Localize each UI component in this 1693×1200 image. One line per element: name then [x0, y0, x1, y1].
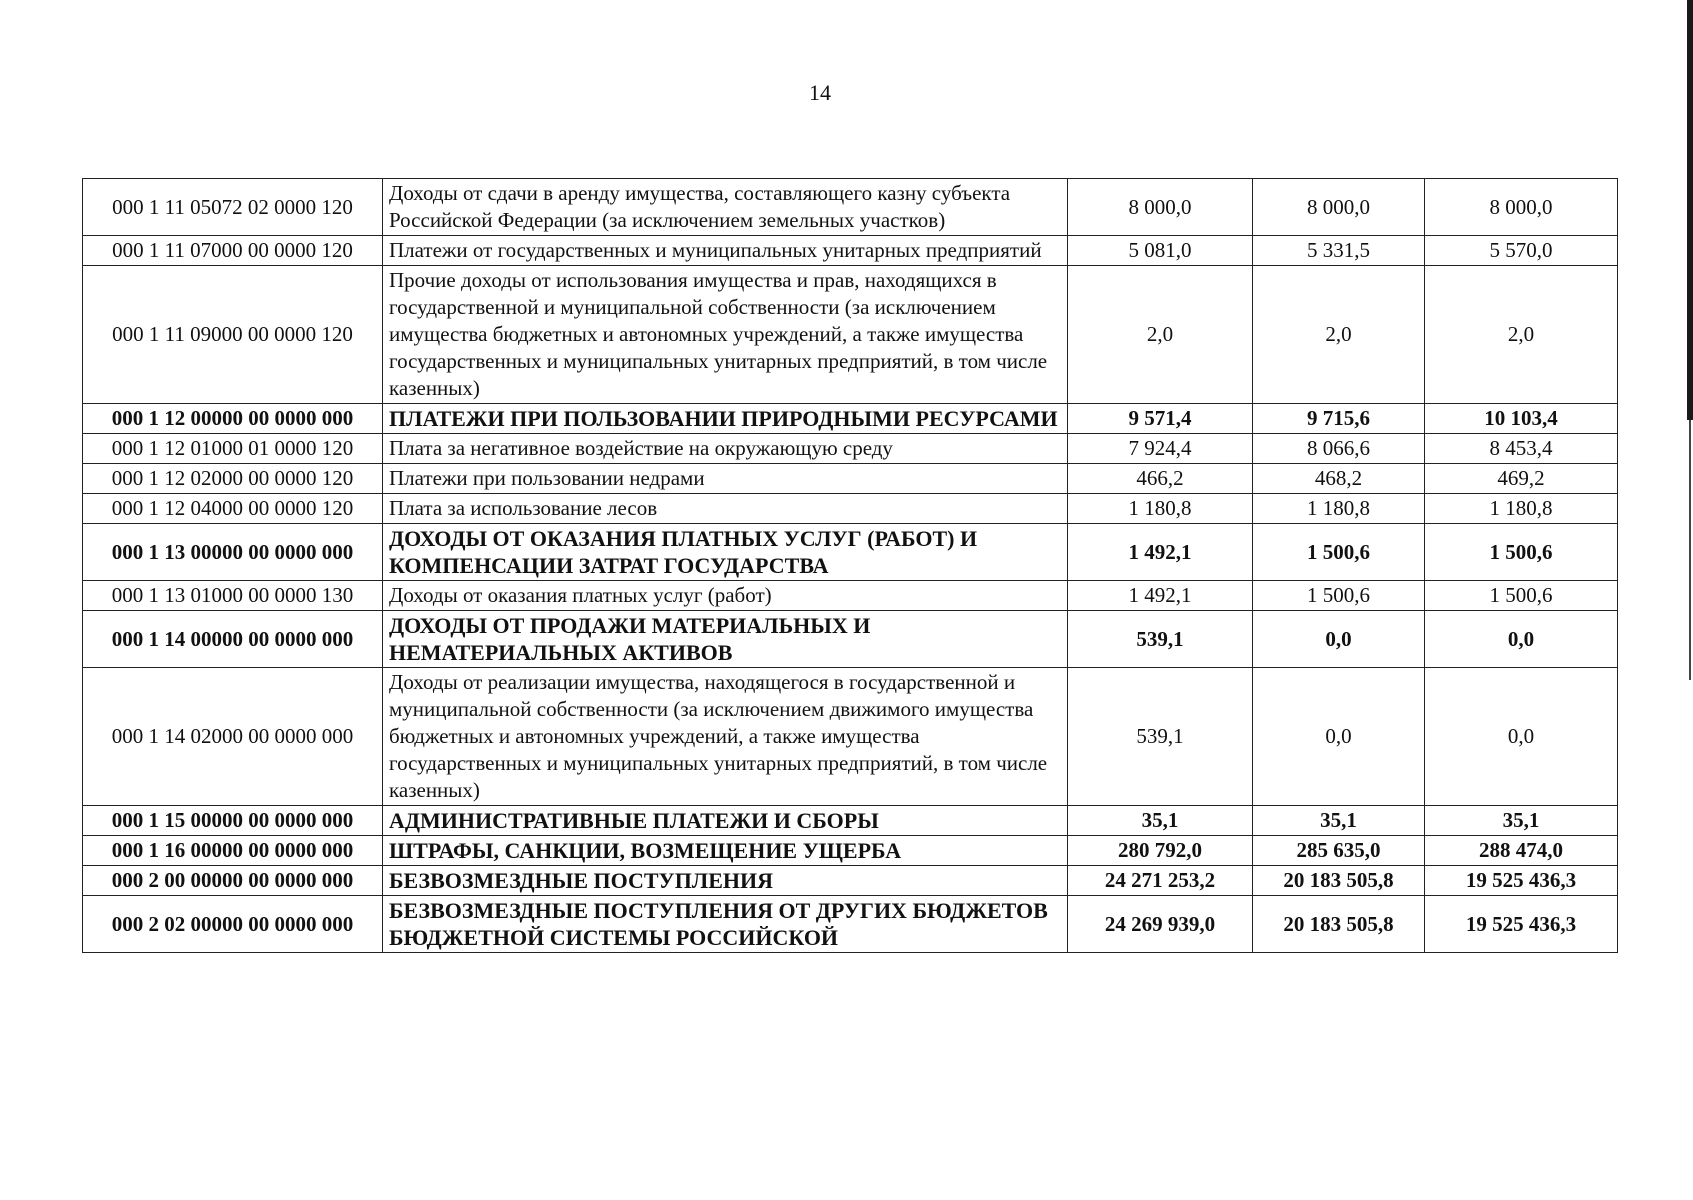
value-year2-cell: 8 000,0 [1253, 179, 1425, 236]
value-year1-cell: 8 000,0 [1068, 179, 1253, 236]
value-year3-cell: 10 103,4 [1425, 404, 1618, 434]
code-cell: 000 1 12 02000 00 0000 120 [83, 464, 383, 494]
table-row [83, 464, 1618, 494]
code-cell: 000 1 13 00000 00 0000 000 [83, 524, 383, 581]
value-year1-cell: 1 492,1 [1068, 524, 1253, 581]
code-cell: 000 1 11 05072 02 0000 120 [83, 179, 383, 236]
value-year2-cell: 35,1 [1253, 806, 1425, 836]
scan-edge-mark-thin [1689, 420, 1691, 680]
value-year1-cell: 1 180,8 [1068, 494, 1253, 524]
table-row [83, 266, 1618, 404]
table-row [83, 836, 1618, 866]
value-year1-cell: 35,1 [1068, 806, 1253, 836]
value-year3-cell: 469,2 [1425, 464, 1618, 494]
name-cell: АДМИНИСТРАТИВНЫЕ ПЛАТЕЖИ И СБОРЫ [383, 806, 1068, 836]
value-year3-cell: 0,0 [1425, 668, 1618, 806]
table-row [83, 896, 1618, 953]
value-year1-cell: 280 792,0 [1068, 836, 1253, 866]
code-cell: 000 1 15 00000 00 0000 000 [83, 806, 383, 836]
code-cell: 000 1 11 07000 00 0000 120 [83, 236, 383, 266]
table-row [83, 434, 1618, 464]
name-cell: Доходы от оказания платных услуг (работ) [383, 581, 1068, 611]
value-year1-cell: 9 571,4 [1068, 404, 1253, 434]
scan-edge-mark [1687, 0, 1693, 420]
value-year3-cell: 288 474,0 [1425, 836, 1618, 866]
table-body [83, 179, 1618, 953]
value-year3-cell: 1 500,6 [1425, 524, 1618, 581]
value-year2-cell: 1 500,6 [1253, 524, 1425, 581]
code-cell: 000 1 12 01000 01 0000 120 [83, 434, 383, 464]
name-cell: Платежи при пользовании недрами [383, 464, 1068, 494]
table-row [83, 866, 1618, 896]
value-year2-cell: 1 180,8 [1253, 494, 1425, 524]
value-year2-cell: 9 715,6 [1253, 404, 1425, 434]
code-cell: 000 1 12 04000 00 0000 120 [83, 494, 383, 524]
value-year2-cell: 1 500,6 [1253, 581, 1425, 611]
value-year2-cell: 20 183 505,8 [1253, 866, 1425, 896]
value-year1-cell: 539,1 [1068, 668, 1253, 806]
revenue-table [82, 178, 1618, 953]
value-year2-cell: 8 066,6 [1253, 434, 1425, 464]
value-year3-cell: 1 180,8 [1425, 494, 1618, 524]
value-year2-cell: 285 635,0 [1253, 836, 1425, 866]
value-year1-cell: 7 924,4 [1068, 434, 1253, 464]
value-year2-cell: 0,0 [1253, 611, 1425, 668]
value-year1-cell: 24 269 939,0 [1068, 896, 1253, 953]
name-cell: Плата за негативное воздействие на окружающую среду [383, 434, 1068, 464]
name-cell: БЕЗВОЗМЕЗДНЫЕ ПОСТУПЛЕНИЯ [383, 866, 1068, 896]
value-year3-cell: 2,0 [1425, 266, 1618, 404]
name-cell: Прочие доходы от использования имущества и прав, находящихся в государственной и муниципальной собственности (за исключением имущества бюджетных и автономных учреждений, а также имущества государственных и муниципальных унитарных предприятий, в том числе казенных) [383, 266, 1068, 404]
value-year1-cell: 466,2 [1068, 464, 1253, 494]
value-year3-cell: 35,1 [1425, 806, 1618, 836]
value-year2-cell: 20 183 505,8 [1253, 896, 1425, 953]
name-cell: Плата за использование лесов [383, 494, 1068, 524]
code-cell: 000 1 16 00000 00 0000 000 [83, 836, 383, 866]
table-row [83, 611, 1618, 668]
code-cell: 000 1 14 00000 00 0000 000 [83, 611, 383, 668]
value-year1-cell: 2,0 [1068, 266, 1253, 404]
table-row [83, 806, 1618, 836]
name-cell: Доходы от сдачи в аренду имущества, составляющего казну субъекта Российской Федерации (за исключением земельных участков) [383, 179, 1068, 236]
code-cell: 000 1 11 09000 00 0000 120 [83, 266, 383, 404]
table-row [83, 236, 1618, 266]
table-row [83, 668, 1618, 806]
value-year3-cell: 1 500,6 [1425, 581, 1618, 611]
code-cell: 000 2 00 00000 00 0000 000 [83, 866, 383, 896]
value-year2-cell: 5 331,5 [1253, 236, 1425, 266]
name-cell: ДОХОДЫ ОТ ОКАЗАНИЯ ПЛАТНЫХ УСЛУГ (РАБОТ) И КОМПЕНСАЦИИ ЗАТРАТ ГОСУДАРСТВА [383, 524, 1068, 581]
value-year2-cell: 468,2 [1253, 464, 1425, 494]
table-row [83, 404, 1618, 434]
value-year1-cell: 1 492,1 [1068, 581, 1253, 611]
value-year3-cell: 5 570,0 [1425, 236, 1618, 266]
value-year3-cell: 0,0 [1425, 611, 1618, 668]
table-row [83, 524, 1618, 581]
value-year3-cell: 8 000,0 [1425, 179, 1618, 236]
table-row [83, 179, 1618, 236]
value-year3-cell: 19 525 436,3 [1425, 866, 1618, 896]
table-row [83, 581, 1618, 611]
page-number: 14 [809, 80, 831, 105]
name-cell: ПЛАТЕЖИ ПРИ ПОЛЬЗОВАНИИ ПРИРОДНЫМИ РЕСУРСАМИ [383, 404, 1068, 434]
code-cell: 000 2 02 00000 00 0000 000 [83, 896, 383, 953]
value-year3-cell: 8 453,4 [1425, 434, 1618, 464]
value-year1-cell: 24 271 253,2 [1068, 866, 1253, 896]
name-cell: Платежи от государственных и муниципальных унитарных предприятий [383, 236, 1068, 266]
table-row [83, 494, 1618, 524]
name-cell: ДОХОДЫ ОТ ПРОДАЖИ МАТЕРИАЛЬНЫХ И НЕМАТЕРИАЛЬНЫХ АКТИВОВ [383, 611, 1068, 668]
value-year2-cell: 0,0 [1253, 668, 1425, 806]
name-cell: Доходы от реализации имущества, находящегося в государственной и муниципальной собственности (за исключением движимого имущества бюджетных и автономных учреждений, а также имущества государственных и муниципальных унитарных предприятий, в том числе казенных) [383, 668, 1068, 806]
code-cell: 000 1 12 00000 00 0000 000 [83, 404, 383, 434]
code-cell: 000 1 13 01000 00 0000 130 [83, 581, 383, 611]
value-year3-cell: 19 525 436,3 [1425, 896, 1618, 953]
value-year1-cell: 5 081,0 [1068, 236, 1253, 266]
name-cell: БЕЗВОЗМЕЗДНЫЕ ПОСТУПЛЕНИЯ ОТ ДРУГИХ БЮДЖЕТОВ БЮДЖЕТНОЙ СИСТЕМЫ РОССИЙСКОЙ [383, 896, 1068, 953]
name-cell: ШТРАФЫ, САНКЦИИ, ВОЗМЕЩЕНИЕ УЩЕРБА [383, 836, 1068, 866]
value-year2-cell: 2,0 [1253, 266, 1425, 404]
value-year1-cell: 539,1 [1068, 611, 1253, 668]
code-cell: 000 1 14 02000 00 0000 000 [83, 668, 383, 806]
